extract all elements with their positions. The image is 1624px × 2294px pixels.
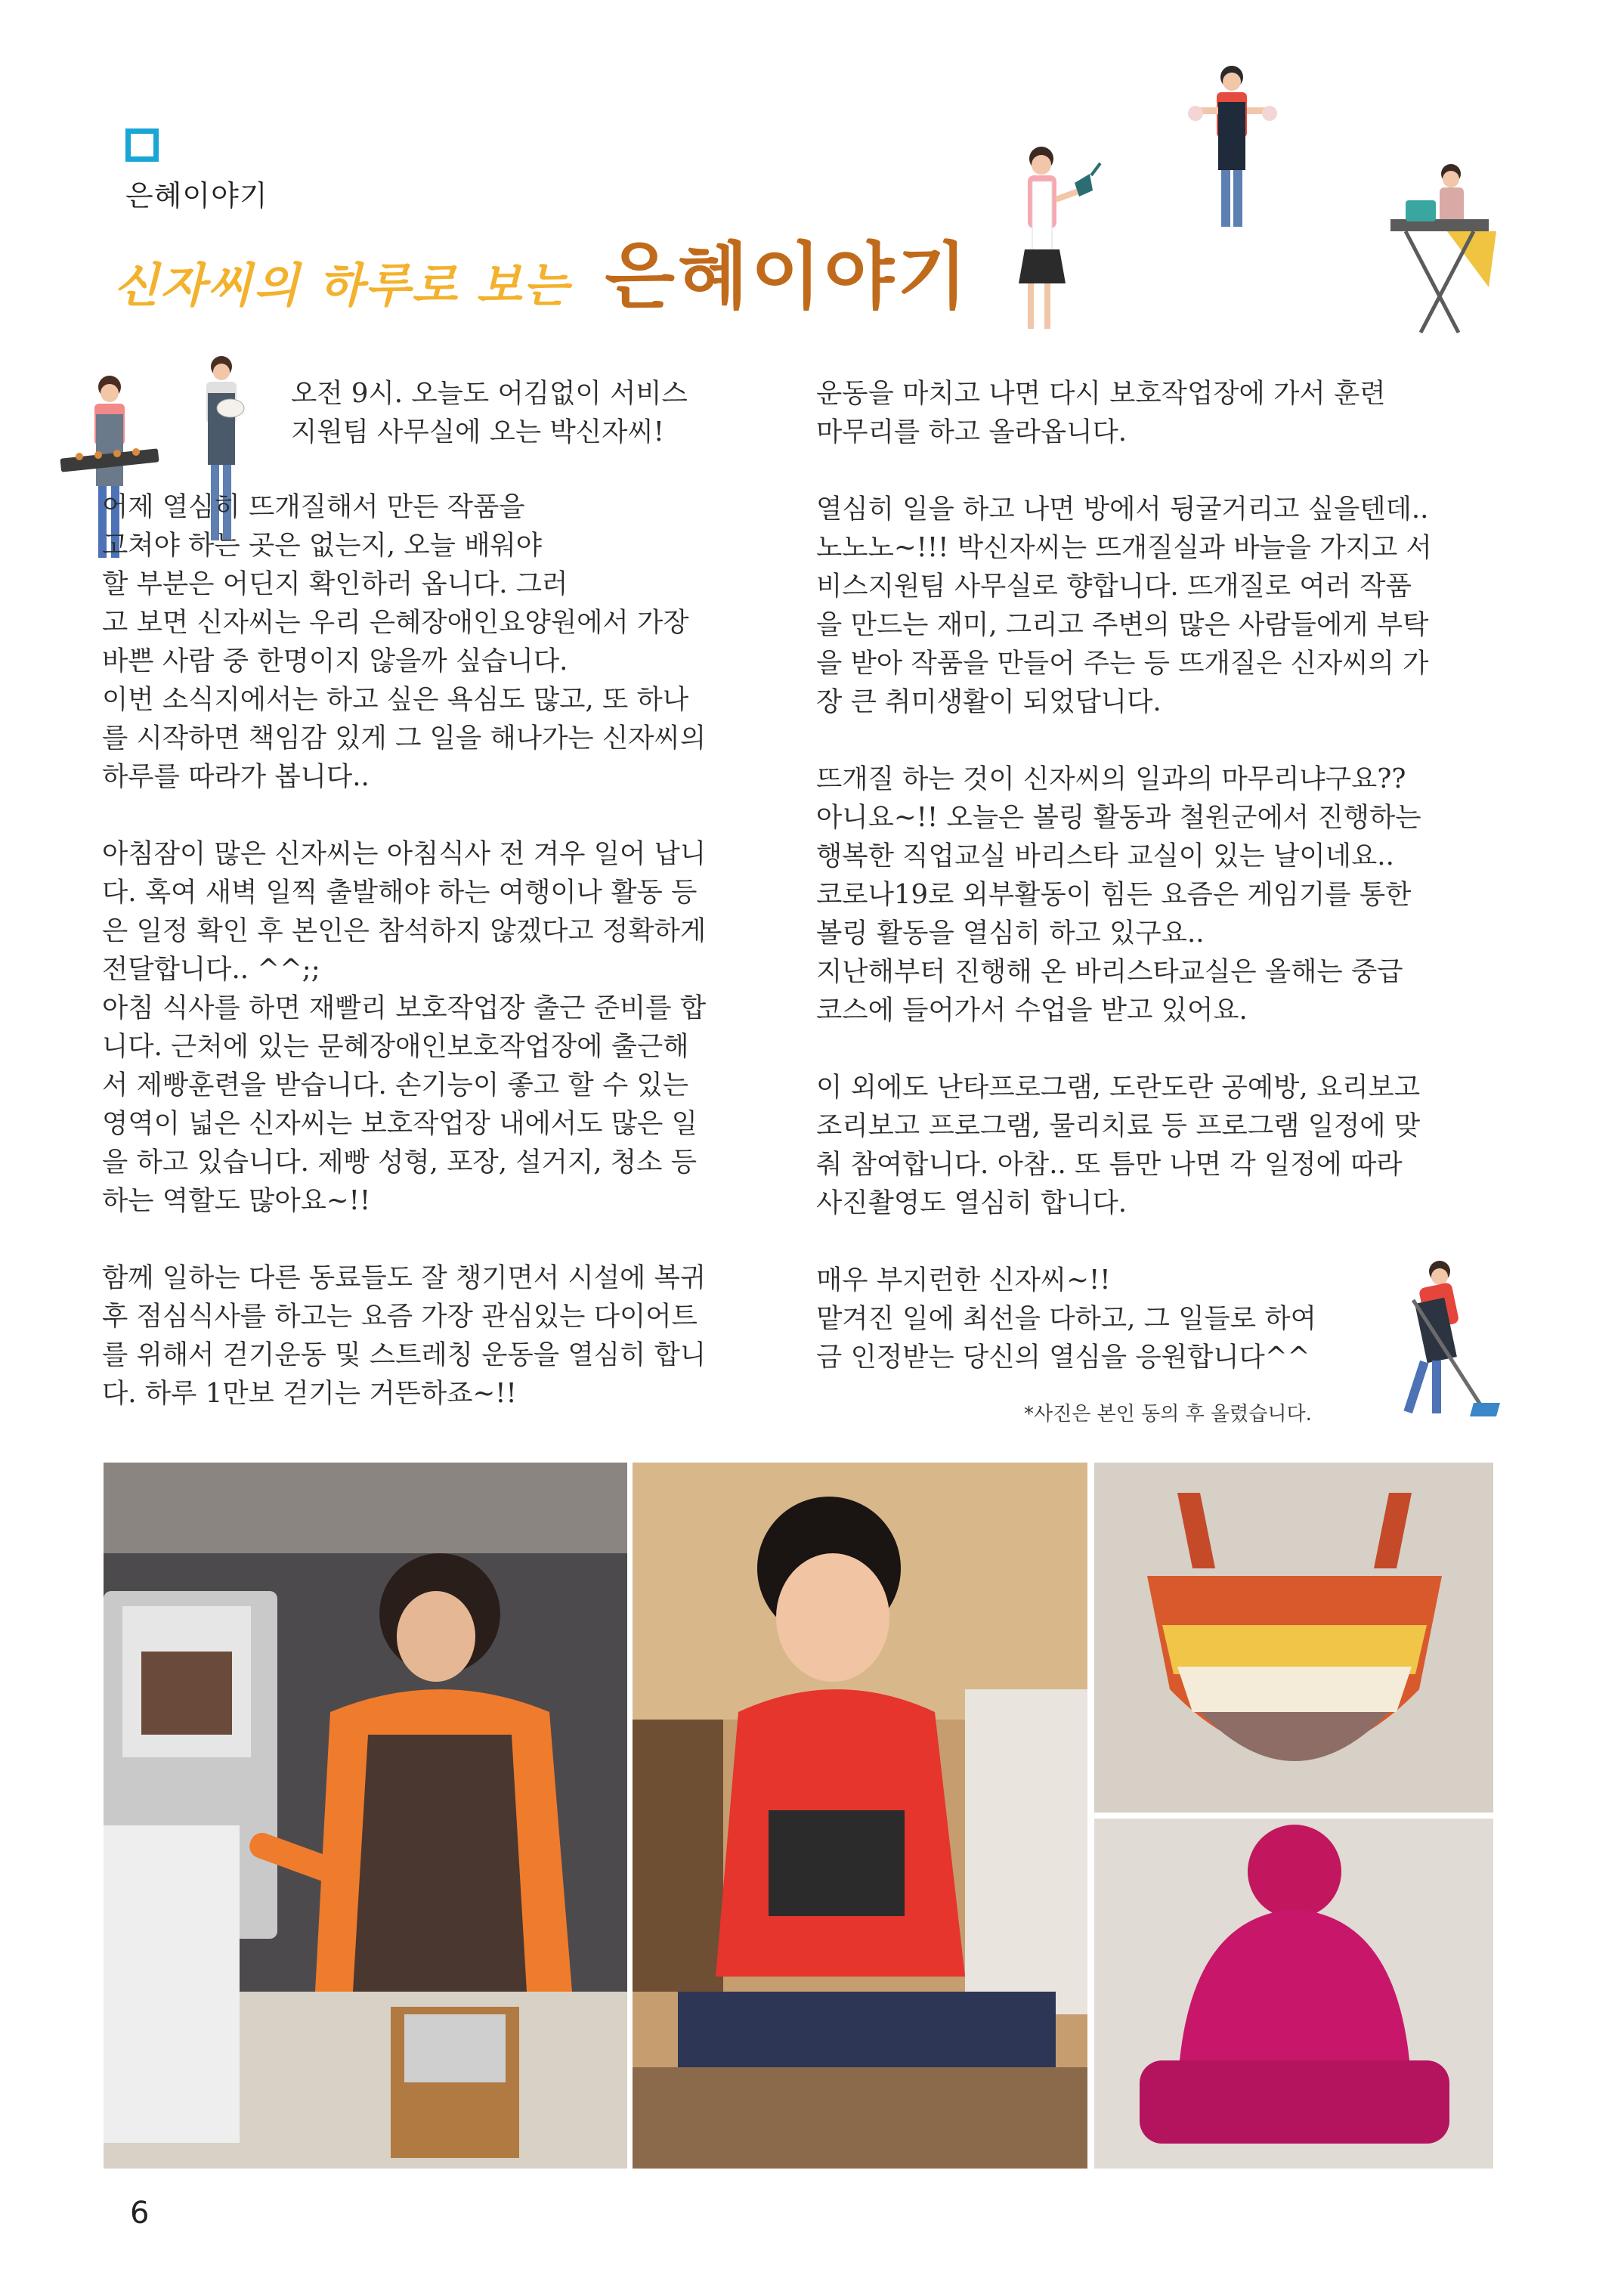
gardener-illustration (1005, 136, 1103, 348)
knitted-hat-photo (1094, 1819, 1493, 2169)
barista-photo (104, 1463, 627, 2169)
section-marker-icon (125, 128, 159, 162)
photo-consent-note: *사진은 본인 동의 후 올렸습니다. (1024, 1403, 1312, 1426)
knitting-photo (633, 1463, 1087, 2169)
page-title (113, 219, 970, 317)
knitted-bag-photo (1094, 1463, 1493, 1813)
section-label: 은혜이야기 (125, 179, 268, 212)
right-column-text: 운동을 마치고 나면 다시 보호작업장에 가서 훈련 마무리를 하고 올라옵니다. 열심히 일을 하고 나면 방에서 뒹굴거리고 싶을텐데.. 노노노~!!! 박신자씨는 뜨개질실과 바늘을 가지고 서 비스지원팀 사무실로 향합니다. 뜨개질로 여러 작품 을 만드는 재미, 그리고 주변의 많은 사람들에게 부탁 을 받아 작품을 만들어 주는 등 뜨개질은 신자씨의 가 장 큰 취미생활이 되었답니다. 뜨개질 하는 것이 신자씨의 일과의 마무리냐구요?? 아니요~!! 오늘은 볼링 활동과 철원군에서 진행하는 행복한 직업교실 바리스타 교실이 있는 날이네요.. 코로나19로 외부활동이 힘든 요즘은 게임기를 통한 볼링 활동을 열심히 하고 있구요.. 지난해부터 진행해 온 바리스타교실은 올해는 중급 코스에 들어가서 수업을 받고 있어요. 이 외에도 난타프로그램, 도란도란 공예방, 요리보고 조리보고 프로그램, 물리치료 등 프로그램 일정에 맞 춰 참여합니다. 아참.. 또 틈만 나면 각 일정에 따라 사진촬영도 열심히 합니다. 매우 부지런한 신자씨~!! 맡겨진 일에 최선을 다하고, 그 일들로 하여 금 인정받는 당신의 열심을 응원합니다^^ (816, 378, 1432, 1373)
title-main: 은혜이야기 (605, 234, 970, 319)
title-prefix: 신자씨의 하루로 보는 (113, 258, 571, 313)
page-number: 6 (130, 2196, 150, 2231)
waiter-illustration (1186, 60, 1277, 249)
sewing-illustration (1375, 159, 1504, 348)
intro-paragraph: 오전 9시. 오늘도 어김없이 서비스 지원팀 사무실에 오는 박신자씨! (291, 378, 688, 447)
left-column-text: 어제 열심히 뜨개질해서 만든 작품을 고쳐야 하는 곳은 없는지, 오늘 배워야 할 부분은 어딘지 확인하러 옵니다. 그러 고 보면 신자씨는 우리 은혜장애인요양원에서 가장 바쁜 사람 중 한명이지 않을까 싶습니다. 이번 소식지에서는 하고 싶은 욕심도 많고, 또 하나 를 시작하면 책임감 있게 그 일을 해나가는 신자씨의 하루를 따라가 봅니다.. 아침잠이 많은 신자씨는 아침식사 전 겨우 일어 납니 다. 혹여 새벽 일찍 출발해야 하는 여행이나 활동 등 은 일정 확인 후 본인은 참석하지 않겠다고 정확하게 전달합니다.. ^^;; 아침 식사를 하면 재빨리 보호작업장 출근 준비를 합 니다. 근처에 있는 문혜장애인보호작업장에 출근해 서 제빵훈련을 받습니다. 손기능이 좋고 할 수 있는 영역이 넓은 신자씨는 보호작업장 내에서도 많은 일 을 하고 있습니다. 제빵 성형, 포장, 설거지, 청소 등 하는 역할도 많아요~!! 함께 일하는 다른 동료들도 잘 챙기면서 시설에 복귀 후 점심식사를 하고는 요즘 가장 관심있는 다이어트 를 위해서 걷기운동 및 스트레칭 운동을 열심히 합니 다. 하루 1만보 걷기는 거뜬하죠~!! (102, 491, 707, 1409)
